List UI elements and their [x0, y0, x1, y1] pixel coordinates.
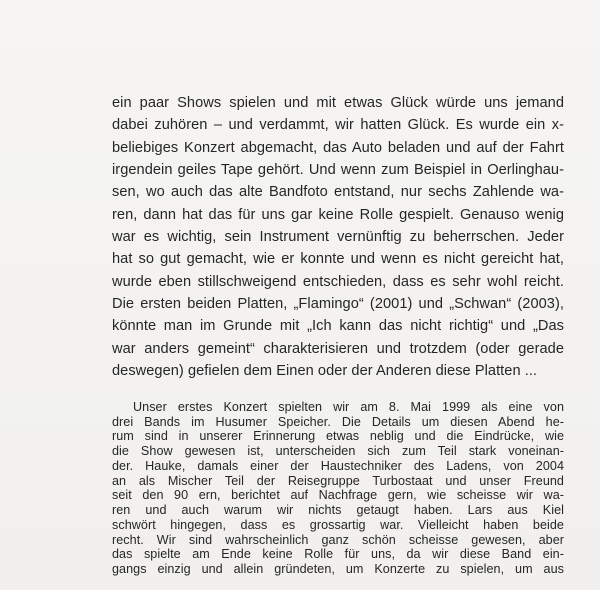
paragraph-2-line-8: ren und auch warum wir nichts getaugt haben. Lars aus Kiel — [112, 503, 564, 518]
paragraph-2-line-12: gangs einzig und allein gründeten, um Konzerte zu spielen, um aus — [112, 562, 564, 576]
paragraph-2-line-1: Unser erstes Konzert spielten wir am 8. Mai 1999 als eine von — [133, 400, 564, 414]
paragraph-2-line-9: schwört hingegen, dass es grossartig war. Vielleicht haben beide — [112, 517, 564, 532]
paragraph-1-line-12: war anders gemeint“ charakterisieren und trotzdem (oder gerade — [112, 340, 564, 357]
paragraph-1-line-9: wurde eben stillschweigend entschieden, dass es sehr wohl reicht. — [112, 273, 564, 290]
paragraph-2-line-6: an als Mischer Teil der Reisegruppe Turbostaat und unser Freund — [112, 473, 564, 488]
paragraph-1-line-4: irgendein geiles Tape gehört. Und wenn zum Beispiel in Oerlinghau- — [112, 162, 564, 178]
paragraph-1-line-5: sen, wo auch das alte Bandfoto entstand, nur sechs Zahlende wa- — [112, 184, 564, 201]
paragraph-1-line-3: beliebiges Konzert abgemacht, das Auto beladen und auf der Fahrt — [112, 139, 564, 156]
paragraph-1-line-1: ein paar Shows spielen und mit etwas Glück würde uns jemand — [112, 95, 564, 111]
paragraph-2-line-5: der. Hauke, damals einer der Haustechniker des Ladens, von 2004 — [112, 458, 564, 473]
paragraph-2-line-10: recht. Wir sind wahrscheinlich ganz schön scheisse gewesen, aber — [112, 532, 564, 547]
paragraph-2-line-4: die Show gewesen ist, unterscheiden sich zum Teil stark voneinan- — [112, 444, 564, 459]
paragraph-1-line-11: könnte man im Grunde mit „Ich kann das nicht richtig“ und „Das — [112, 318, 564, 335]
paragraph-1-line-7: war es wichtig, sein Instrument vernünftig zu beherrschen. Jeder — [112, 229, 564, 245]
paragraph-1-line-6: ren, dann hat das für uns gar keine Rolle gespielt. Genauso wenig — [112, 206, 564, 223]
paragraph-2-line-11: das spielte am Ende keine Rolle für uns, da wir diese Band ein- — [112, 547, 564, 562]
paragraph-1-line-8: hat so gut gemacht, wie er konnte und wenn es nicht gereicht hat, — [112, 251, 564, 268]
paragraph-2-line-7: seit den 90 ern, berichtet auf Nachfrage gern, wie scheisse wir wa- — [112, 488, 564, 503]
paragraph-1-line-2: dabei zuhören – und verdammt, wir hatten Glück. Es wurde ein x- — [112, 117, 564, 134]
paragraph-2-line-3: rum sind in unserer Erinnerung etwas neblig und die Eindrücke, wie — [112, 429, 564, 444]
paragraph-2-line-2: drei Bands im Husumer Speicher. Die Details um diesen Abend he- — [112, 414, 564, 429]
paragraph-1-line-10: Die ersten beiden Platten, „Flamingo“ (2001) und „Schwan“ (2003), — [112, 296, 564, 312]
paragraph-1-line-13: deswegen) gefielen dem Einen oder der Anderen diese Platten ... — [112, 363, 538, 379]
